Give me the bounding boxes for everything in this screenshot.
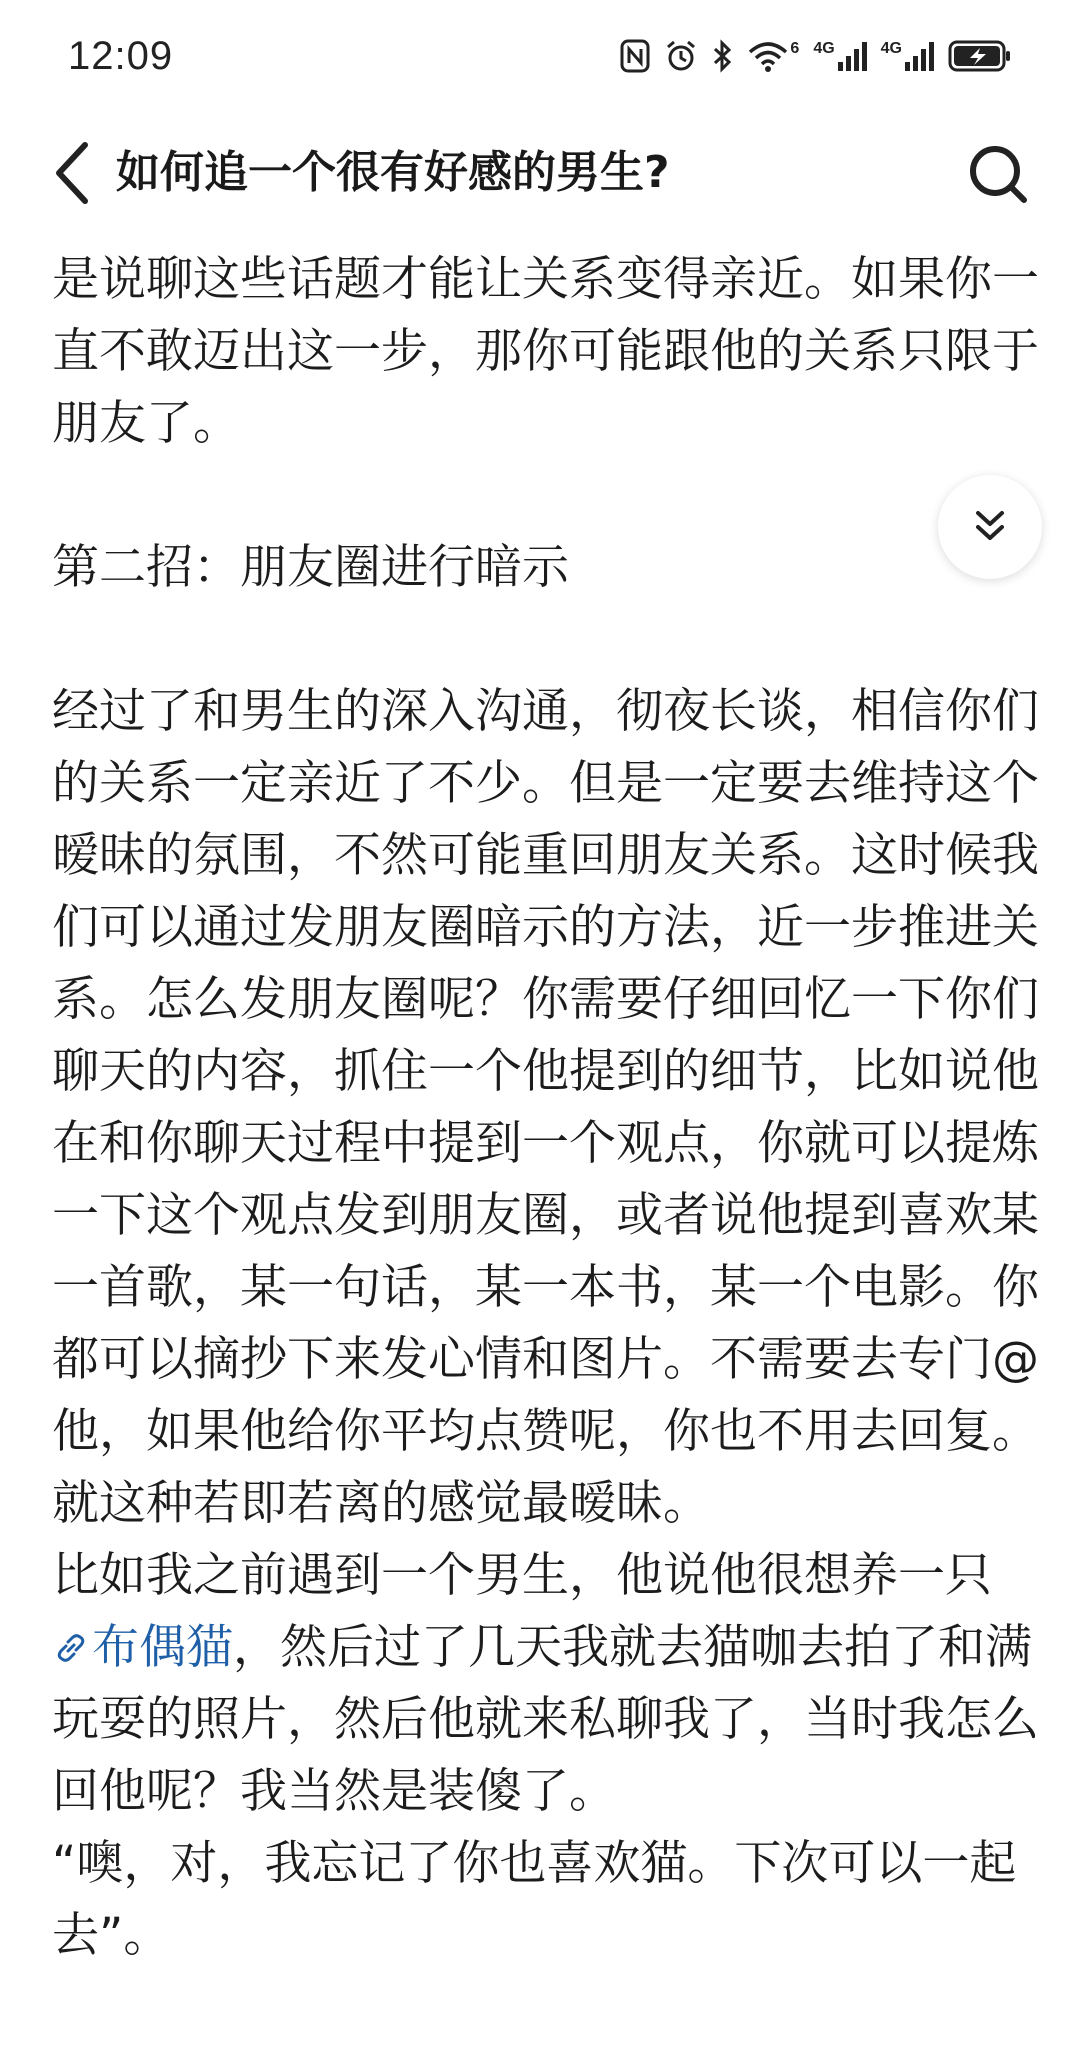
search-button[interactable] xyxy=(960,136,1036,212)
battery-charging-icon xyxy=(948,39,1012,73)
double-chevron-down-icon xyxy=(970,507,1010,547)
link-text[interactable]: 布偶猫 xyxy=(92,1620,233,1675)
wifi-label: 6 xyxy=(790,40,800,57)
wifi-icon xyxy=(748,40,788,72)
signal-4g-icon xyxy=(837,40,867,72)
article-paragraph: “噢，对，我忘记了你也喜欢猫。下次可以一起去”。 xyxy=(52,1836,1017,1963)
paragraph-spacer xyxy=(52,604,1042,676)
search-icon xyxy=(966,142,1030,206)
signal-4g-icon xyxy=(904,40,934,72)
paragraph-text: ，然后过了几天我就去猫咖去拍了和满玩耍的照片，然后他就来私聊我了，当时我怎么回他呢？我当然是装傻了。 xyxy=(52,1620,1039,1819)
article-paragraph-with-link xyxy=(52,1540,1042,1828)
alarm-icon xyxy=(664,39,698,73)
paragraph-spacer xyxy=(52,460,1042,532)
top-nav-bar xyxy=(0,118,1080,228)
network-type-label-1: 4G xyxy=(813,40,835,57)
nfc-icon xyxy=(620,39,650,73)
bluetooth-icon xyxy=(712,39,734,73)
signal-group-2 xyxy=(881,40,934,72)
page-title: 如何追一个很有好感的男生? xyxy=(116,147,670,198)
article-paragraph: 经过了和男生的深入沟通，彻夜长谈，相信你们的关系一定亲近了不少。但是一定要去维持这个暧昧的氛围，不然可能重回朋友关系。这时候我们可以通过发朋友圈暗示的方法，近一步推进关系。怎么发朋友圈呢？你需要仔细回忆一下你们聊天的内容，抓住一个他提到的细节，比如说他在和你聊天过程中提到一个观点，你就可以提炼一下这个观点发到朋友圈，或者说他提到喜欢某一首歌，某一句话，某一本书，某一个电影。你都可以摘抄下来发心情和图片。不需要去专门@他，如果他给你平均点赞呢，你也不用去回复。就这种若即若离的感觉最暧昧。 xyxy=(52,684,1039,1531)
article-paragraph: 是说聊这些话题才能让关系变得亲近。如果你一直不敢迈出这一步，那你可能跟他的关系只限于朋友了。 xyxy=(52,252,1039,451)
status-icons xyxy=(620,32,1012,80)
wifi-group xyxy=(748,40,799,72)
article-body xyxy=(52,244,1042,1972)
status-bar xyxy=(0,0,1080,110)
chevron-left-icon xyxy=(51,141,91,205)
network-type-label-2: 4G xyxy=(880,40,902,57)
section-heading: 第二招：朋友圈进行暗示 xyxy=(52,540,569,595)
back-button[interactable] xyxy=(36,138,106,208)
link-icon xyxy=(52,1629,90,1667)
status-time: 12:09 xyxy=(68,34,174,78)
scroll-down-button[interactable] xyxy=(938,475,1042,579)
inline-link-ragdoll-cat[interactable] xyxy=(52,1620,233,1675)
paragraph-text: 比如我之前遇到一个男生，他说他很想养一只 xyxy=(52,1548,992,1603)
signal-group-1 xyxy=(813,40,866,72)
